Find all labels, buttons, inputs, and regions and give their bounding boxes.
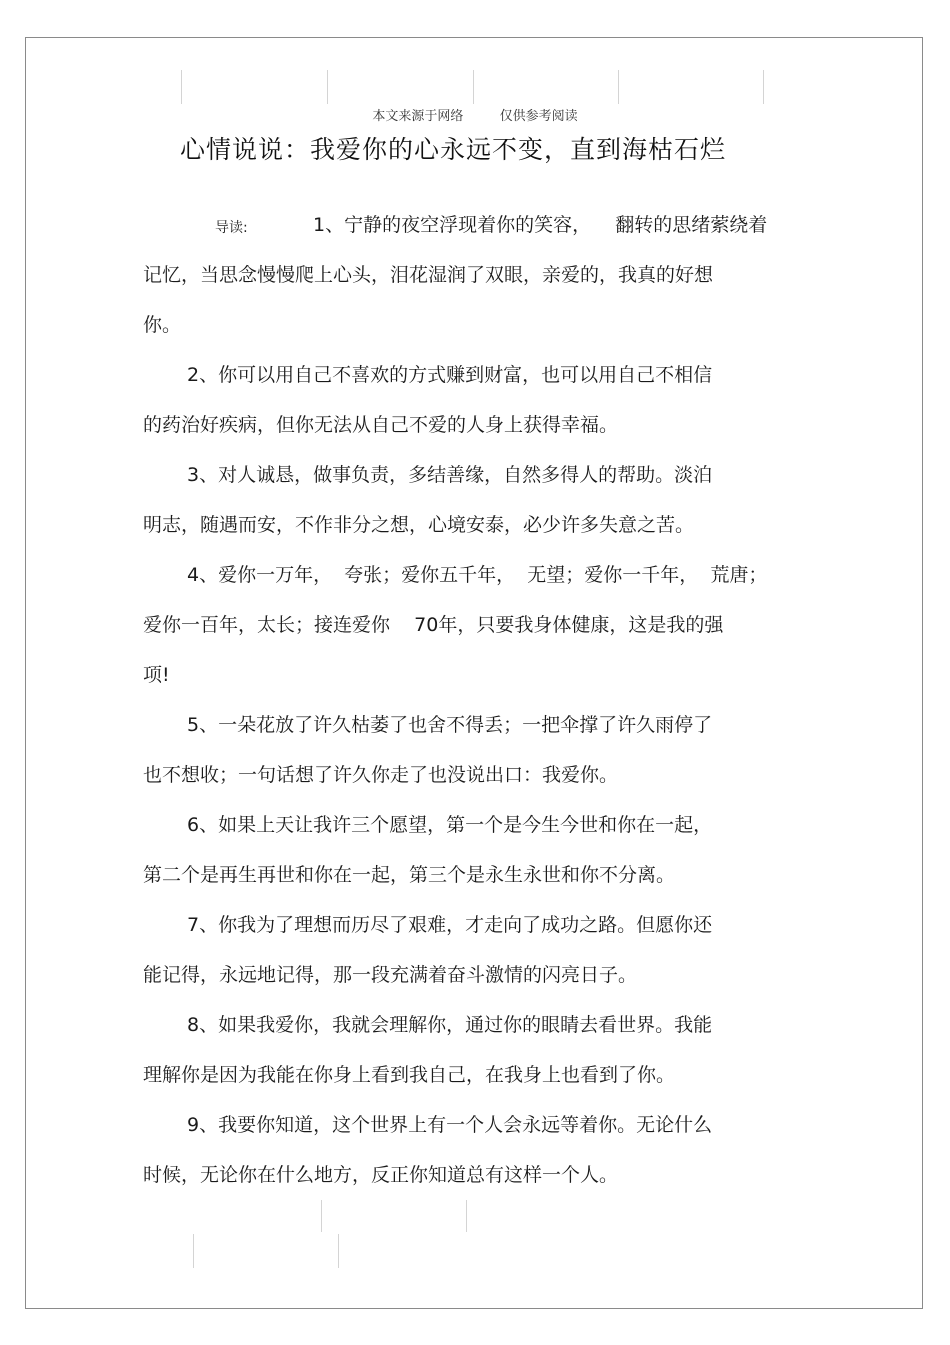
body-line: 1、宁静的夜空浮现着你的笑容， 翻转的思绪萦绕着 (313, 214, 768, 236)
body-line: 的药治好疾病，但你无法从自己不爱的人身上获得幸福。 (143, 414, 619, 436)
source-note-disclaimer: 仅供参考阅读 (499, 109, 578, 124)
body-line: 5、一朵花放了许久枯萎了也舍不得丢；一把伞撑了许久雨停了 (187, 714, 713, 736)
lead-label: 导读: (215, 220, 248, 236)
body-line: 第二个是再生再世和你在一起，第三个是永生永世和你不分离。 (143, 864, 676, 886)
rule-mark (618, 70, 619, 104)
body-line: 6、如果上天让我许三个愿望，第一个是今生今世和你在一起， (187, 814, 713, 836)
body-line: 爱你一百年，太长；接连爱你 70年，只要我身体健康，这是我的强 (143, 614, 724, 636)
body-line: 你。 (143, 314, 182, 336)
source-note (0, 105, 950, 124)
body-line: 3、对人诚恳，做事负责，多结善缘，自然多得人的帮助。淡泊 (187, 464, 713, 486)
page-title: 心情说说：我爱你的心永远不变，直到海枯石烂 (179, 135, 726, 164)
body-line: 明志，随遇而安，不作非分之想，心境安泰，必少许多失意之苦。 (143, 514, 695, 536)
body-line: 4、爱你一万年， 夸张；爱你五千年， 无望；爱你一千年， 荒唐； (187, 564, 768, 586)
rule-mark (763, 70, 764, 104)
body-line: 项! (143, 664, 170, 686)
source-note-origin: 本文来源于网络 (372, 109, 464, 124)
rule-mark (321, 1200, 322, 1232)
rule-mark (181, 70, 182, 104)
rule-mark (466, 1200, 467, 1232)
body-line: 8、如果我爱你，我就会理解你，通过你的眼睛去看世界。我能 (187, 1014, 713, 1036)
rule-mark (473, 70, 474, 104)
rule-mark (193, 1234, 194, 1268)
body-line: 9、我要你知道，这个世界上有一个人会永远等着你。无论什么 (187, 1114, 713, 1136)
body-line: 记忆，当思念慢慢爬上心头，泪花湿润了双眼，亲爱的，我真的好想 (143, 264, 714, 286)
rule-mark (327, 70, 328, 104)
body-line: 7、你我为了理想而历尽了艰难，才走向了成功之路。但愿你还 (187, 914, 713, 936)
rule-mark (338, 1234, 339, 1268)
body-line: 2、你可以用自己不喜欢的方式赚到财富，也可以用自己不相信 (187, 364, 713, 386)
body-line: 时候，无论你在什么地方，反正你知道总有这样一个人。 (143, 1164, 619, 1186)
body-line: 理解你是因为我能在你身上看到我自己，在我身上也看到了你。 (143, 1064, 676, 1086)
body-line: 能记得，永远地记得，那一段充满着奋斗激情的闪亮日子。 (143, 964, 638, 986)
body-line: 也不想收；一句话想了许久你走了也没说出口：我爱你。 (143, 764, 619, 786)
